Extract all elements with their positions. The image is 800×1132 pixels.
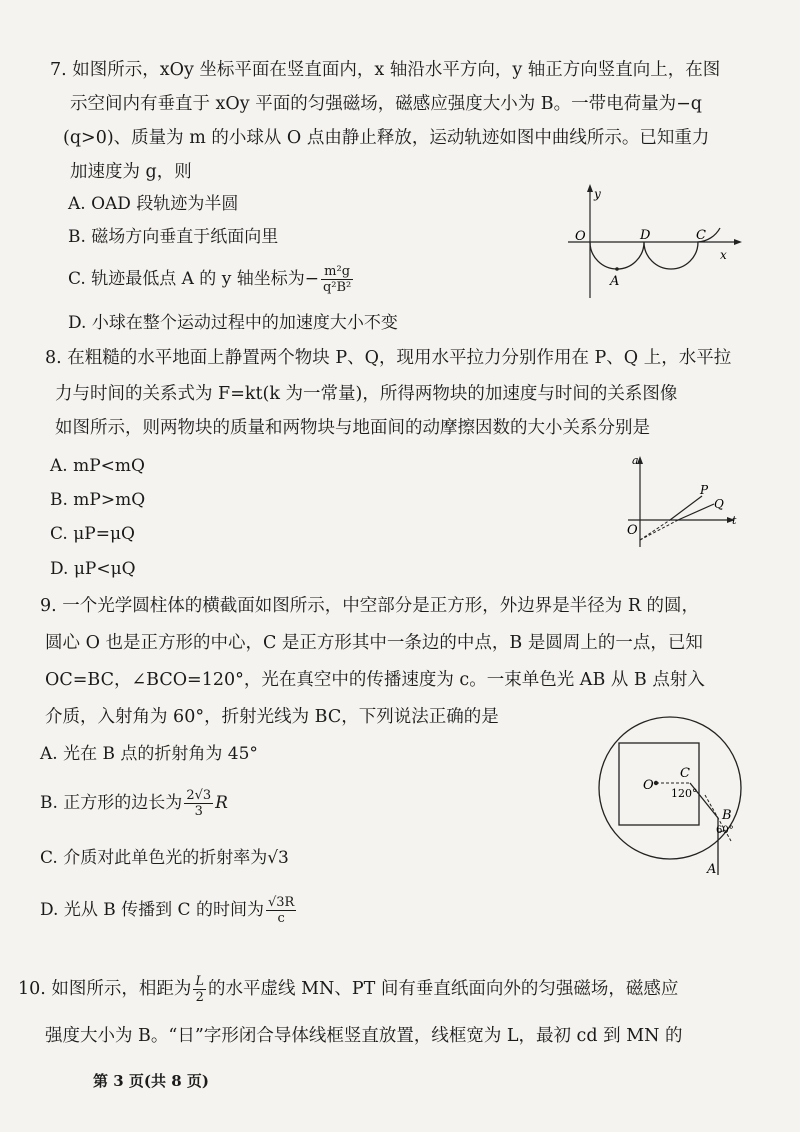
q9-option-d-fraction: $\frac{√3R}{c}$: [267, 895, 295, 926]
q9-fig-label-angle-60: 60°: [716, 825, 734, 836]
q8-option-c[interactable]: C. μP=μQ: [50, 524, 135, 544]
q9-optical-cylinder-figure: [585, 715, 760, 880]
q9-option-b-fraction: $\frac{2√3}{3}$: [186, 788, 212, 819]
q10-stem-line-1-rest: 的水平虚线 MN、PT 间有垂直纸面向外的匀强磁场，磁感应: [208, 979, 679, 999]
q9-option-d-text: D. 光从 B 传播到 C 的时间为: [40, 900, 264, 920]
q7-option-c-fraction: $\frac{\text{m²g}}{\text{q²B²}}$: [322, 264, 352, 295]
q7-stem-line-3: (q>0)、质量为 m 的小球从 O 点由静止释放，运动轨迹如图中曲线所示。已知重力: [63, 128, 710, 148]
q8-option-a[interactable]: A. mP<mQ: [50, 456, 145, 476]
q7-fig-label-a: A: [610, 274, 620, 289]
q9-fig-label-a: A: [707, 862, 717, 877]
q8-stem-line-2: 力与时间的关系式为 F=kt(k 为一常量)，所得两物块的加速度与时间的关系图像: [55, 384, 678, 404]
q7-option-d[interactable]: D. 小球在整个运动过程中的加速度大小不变: [68, 313, 398, 333]
q8-option-b[interactable]: B. mP>mQ: [50, 490, 146, 510]
q9-option-d[interactable]: [40, 895, 298, 926]
q7-stem-line-1: 7. 如图所示，xOy 坐标平面在竖直面内，x 轴沿水平方向，y 轴正方向竖直向上，在图: [50, 60, 721, 80]
q8-option-d[interactable]: D. μP<μQ: [50, 559, 136, 579]
q10-stem-line-2: 强度大小为 B。“日”字形闭合导体线框竖直放置，线框宽为 L，最初 cd 到 MN 的: [45, 1026, 683, 1046]
page-footer: 第 3 页(共 8 页): [93, 1072, 209, 1090]
q9-fig-label-c: C: [680, 766, 690, 781]
q8-stem-line-3: 如图所示，则两物块的质量和两物块与地面间的动摩擦因数的大小关系分别是: [55, 418, 650, 438]
q9-stem-line-4: 介质，入射角为 60°，折射光线为 BC，下列说法正确的是: [45, 707, 499, 727]
q8-fig-label-p: P: [700, 483, 709, 497]
q9-option-a[interactable]: A. 光在 B 点的折射角为 45°: [40, 744, 258, 764]
q8-fig-label-q: Q: [714, 497, 724, 511]
q7-option-b[interactable]: B. 磁场方向垂直于纸面向里: [68, 227, 279, 247]
q9-stem-line-3: OC=BC，∠BCO=120°，光在真空中的传播速度为 c。一束单色光 AB 从 B 点射入: [45, 670, 705, 690]
q10-stem-fraction: $\frac{L}{2}$: [195, 974, 205, 1005]
q8-fig-label-a: a: [632, 454, 639, 467]
q9-option-b-text: B. 正方形的边长为: [40, 793, 183, 813]
q8-stem-line-1: 8. 在粗糙的水平地面上静置两个物块 P、Q，现用水平拉力分别作用在 P、Q 上，水平拉: [45, 348, 732, 368]
q7-option-c-text: C. 轨迹最低点 A 的 y 轴坐标为−: [68, 269, 319, 289]
q10-stem-line-1-text: 10. 如图所示，相距为: [18, 979, 192, 999]
q7-option-a[interactable]: A. OAD 段轨迹为半圆: [68, 194, 239, 214]
q9-option-b-unit: R: [215, 793, 228, 813]
q10-stem-line-1: [18, 974, 678, 1005]
q9-fig-label-b: B: [722, 808, 732, 823]
q7-fig-label-c: C: [696, 228, 706, 243]
q7-fig-label-y: y: [594, 187, 601, 201]
q9-stem-line-1: 9. 一个光学圆柱体的横截面如图所示，中空部分是正方形，外边界是半径为 R 的圆，: [40, 596, 700, 616]
q7-stem-line-2: 示空间内有垂直于 xOy 平面的匀强磁场，磁感应强度大小为 B。一带电荷量为−q: [70, 94, 703, 114]
q9-fig-label-angle-120: 120°: [671, 787, 698, 800]
q8-fig-label-t: t: [732, 514, 737, 527]
q9-option-b[interactable]: [40, 788, 228, 819]
q9-option-c[interactable]: C. 介质对此单色光的折射率为√3: [40, 848, 289, 868]
q7-fig-label-o: O: [575, 229, 586, 244]
q9-stem-line-2: 圆心 O 也是正方形的中心，C 是正方形其中一条边的中点，B 是圆周上的一点，已知: [45, 633, 703, 653]
q7-option-c[interactable]: [68, 264, 355, 295]
q7-fig-label-x: x: [720, 248, 727, 262]
q7-stem-line-4: 加速度为 g，则: [70, 162, 192, 182]
q8-fig-label-o: O: [627, 523, 638, 538]
q8-acceleration-time-graph: [618, 452, 743, 552]
q7-fig-label-d: D: [640, 228, 651, 243]
q7-trajectory-figure: [560, 180, 750, 305]
q9-fig-label-o: O: [643, 778, 654, 793]
